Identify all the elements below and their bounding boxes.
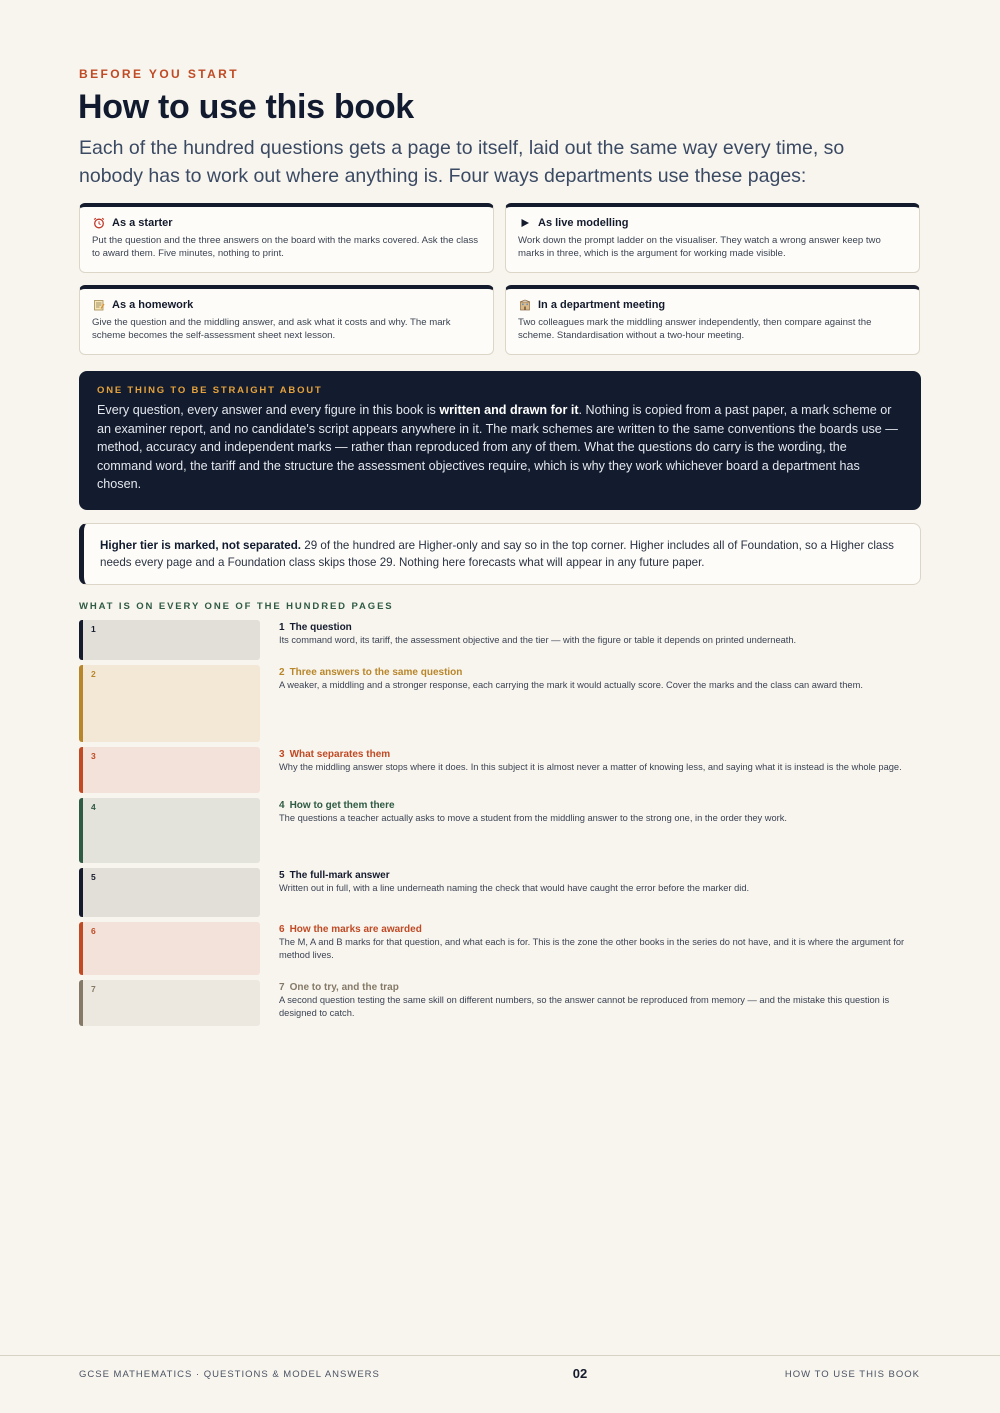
tier-note (79, 523, 921, 585)
zone-block: 5 (79, 868, 260, 917)
zone-description: 6 How the marks are awarded The M, A and B marks for that question, and what each is for. This is the zone the other books in the series do not have, and it is where the argument for method lives. (279, 924, 905, 960)
footer-section-title: HOW TO USE THIS BOOK (784, 1369, 920, 1380)
zone-description: 2 Three answers to the same question A weaker, a middling and a stronger response, each carrying the mark it would actually score. Cover the marks and the class can award them. (279, 667, 863, 690)
zone-block: 6 (79, 922, 260, 975)
zone-block: 2 (79, 665, 260, 742)
use-card-body: Two colleagues mark the middling answer independently, then compare against the scheme. Standardisation without a two-hour meeting. (518, 317, 872, 341)
page-zones-heading: WHAT IS ON EVERY ONE OF THE HUNDRED PAGES (79, 601, 394, 612)
originality-callout (79, 371, 921, 510)
zone-description: 1 The question Its command word, its tariff, the assessment objective and the tier — with the figure or table it depends on printed underneath. (279, 622, 797, 645)
use-card-title: As a homework (112, 299, 194, 311)
play-icon (518, 216, 532, 230)
footer-divider (0, 1355, 1000, 1356)
use-card-homework (79, 285, 494, 355)
use-card-body: Work down the prompt ladder on the visualiser. They watch a wrong answer keep two marks in three, which is the argument for working made visible. (518, 235, 881, 259)
zone-description: 7 One to try, and the trap A second question testing the same skill on different numbers, so the answer cannot be reproduced from memory — and the mistake this question is designed to catch. (279, 982, 890, 1018)
use-card-live-modelling (505, 203, 920, 273)
callout-kicker: ONE THING TO BE STRAIGHT ABOUT (97, 385, 323, 396)
use-card-title: In a department meeting (538, 299, 666, 311)
use-card-body: Put the question and the three answers on the board with the marks covered. Ask the class to award them. Five minutes, nothing to print. (92, 235, 479, 259)
zone-description: 5 The full-mark answer Written out in full, with a line underneath naming the check that would have caught the error before the marker did. (279, 870, 750, 893)
callout-text: Every question, every answer and every figure in this book is written and drawn for it. Nothing is copied from a past paper, a mark scheme or an examiner report, and no candidate's script appears anywhere in it. The mark schemes are written to the same conventions the boards use — method, accuracy and independent marks — rather than reproduced from any of them. What the questions do carry is the wording, the command word, the tariff and the structure the assessment objectives require, which is why they work whichever board a department has chosen. (97, 403, 898, 492)
page-number: 02 (572, 1366, 588, 1381)
zone-block: 1 (79, 620, 260, 660)
alarm-clock-icon (92, 216, 106, 230)
use-card-title: As live modelling (538, 217, 629, 229)
memo-icon (92, 298, 106, 312)
page-title: How to use this book (78, 88, 414, 126)
intro-paragraph: Each of the hundred questions gets a page to itself, laid out the same way every time, so nobody has to work out where anything is. Four ways departments use these pages: (79, 137, 845, 187)
tier-note-heading: Higher tier is marked, not separated. (100, 539, 302, 552)
office-building-icon (518, 298, 532, 312)
zone-block: 3 (79, 747, 260, 793)
use-card-department-meeting (505, 285, 920, 355)
zone-block: 7 (79, 980, 260, 1026)
use-card-body: Give the question and the middling answer, and ask what it costs and why. The mark scheme becomes the self-assessment sheet next lesson. (92, 317, 451, 341)
section-kicker: BEFORE YOU START (79, 67, 239, 81)
zone-description: 4 How to get them there The questions a teacher actually asks to move a student from the middling answer to the strong one, in the order they work. (279, 800, 787, 823)
tier-note-text: 29 of the hundred are Higher-only and say so in the top corner. Higher includes all of Foundation, so a Higher class needs every page and a Foundation class skips those 29. Nothing here forecasts what will appear in any future paper. (100, 539, 894, 569)
footer-book-title: GCSE MATHEMATICS · QUESTIONS & MODEL ANSWERS (79, 1369, 380, 1380)
use-card-title: As a starter (112, 217, 173, 229)
zone-block: 4 (79, 798, 260, 863)
zone-description: 3 What separates them Why the middling answer stops where it does. In this subject it is almost never a matter of knowing less, and saying what it is instead is the whole page. (279, 749, 902, 772)
use-card-starter (79, 203, 494, 273)
